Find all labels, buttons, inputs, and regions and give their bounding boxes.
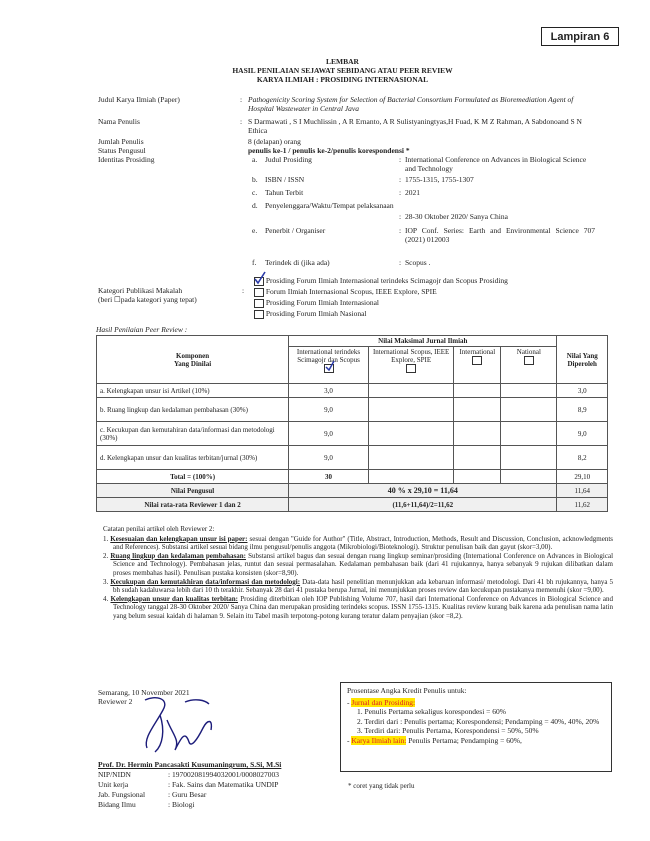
lampiran-label: Lampiran 6 (541, 27, 619, 46)
table-row-total (97, 470, 608, 484)
status-label: Status Pengusul (98, 146, 146, 155)
head-nilai: Nilai Yang Diperoleh (557, 336, 608, 384)
col-scopus (289, 347, 369, 384)
table-row (97, 384, 608, 398)
status-value (248, 146, 410, 155)
checkbox[interactable] (254, 299, 264, 308)
col-international (454, 347, 501, 384)
notes-intro: Catatan penilai artikel oleh Reviewer 2: (103, 525, 215, 533)
item-b-value: 1755-1315, 1755-1307 (405, 175, 474, 184)
score-table (96, 335, 608, 512)
rata-label: Nilai rata-rata Reviewer 1 dan 2 (97, 498, 289, 512)
item-c-key: c. (252, 188, 258, 197)
karya-rest: Penulis Pertama; Pendamping = 60%, (406, 735, 522, 745)
judul-label: Judul Karya Ilmiah (Paper) (98, 95, 180, 104)
jabatan-label: Jab. Fungsional (98, 790, 146, 799)
note-body: sesuai dengan "Guide for Author" (Title, Abstract, Introduction, Methods, Result and Discussion, Conclusion, acknowledgments and References). Substansi artikel sesuai bidang ilmu pengusul/penulis anggota (Mikrobiologi/Bioteknologi). Struktur penulisan baik dan gayut (skor=3,00). (113, 534, 614, 552)
header-line-2: HASIL PENILAIAN SEJAWAT SEBIDANG ATAU PEER REVIEW (232, 66, 453, 75)
col-ieee (368, 347, 454, 384)
table-caption: Hasil Penilaian Peer Review : (96, 325, 188, 334)
identitas-label: Identitas Prosiding (98, 155, 155, 164)
item-d-key: d. (252, 201, 258, 210)
kategori-option-4-label: Prosiding Forum Ilmiah Nasional (265, 309, 367, 318)
table-row (97, 398, 608, 422)
note-item: 3. Kecukupan dan kemutakhiran data/informasi dan metodologi: Data-data hasil penelitian menunjukkan ada kebaruan informasi/ metodologi. Dari 41 bh rujukannya, hanya 5 bh sudah kadaluwarsa lebih dari 10 th terakhir. Sebanyak 28 dari 41 pustaka berupa Jurnal, ini menunjukkan proses review dan kecukupan pustakanya memenuhi (skor =9,00). (103, 577, 614, 595)
item-a-label: Judul Prosiding (265, 155, 312, 164)
header-line-3: KARYA ILMIAH : PROSIDING INTERNASIONAL (256, 75, 429, 84)
jabatan-value: : Guru Besar (168, 790, 207, 799)
kategori-label: Kategori Publikasi Makalah (98, 286, 183, 295)
jumlah-label: Jumlah Penulis (98, 137, 144, 146)
item-b-key: b. (252, 175, 258, 184)
note-body: Substansi artikel bagus dan sesuai dengan ruang lingkup seminar/prosiding (International Conference on Advances in Biological Science and Technology). Pembahasan jelas, runtut dan sesuai permasalahan. Kedalaman pembahasan baik (dari 41 rujukannya, hanya sebanyak 9 rujukan dilibatkan dalam proses membahas hasil). Penulisan pustaka konsisten (skor=8,90). (113, 551, 614, 577)
review-notes (103, 525, 613, 621)
row-score: 9,0 (557, 422, 608, 446)
note-heading: Kecukupan dan kemutakhiran data/informasi dan metodologi: (110, 577, 301, 586)
table-row (97, 422, 608, 446)
checkbox-checked[interactable] (324, 364, 334, 373)
row-max: 9,0 (289, 422, 369, 446)
row-max: 9,0 (289, 446, 369, 470)
row-label: b. Ruang lingkup dan kedalaman pembahasan (30%) (97, 398, 289, 422)
rata-formula: (11,6+11,64)/2=11,62 (289, 498, 557, 512)
bidang-value: : Biologi (168, 800, 195, 809)
item-a-key: a. (252, 155, 258, 164)
karya-label-highlight: Karya Ilmiah lain: (351, 735, 407, 745)
note-item: 1. Kesesuaian dan kelengkapan unsur isi paper: sesuai dengan "Guide for Author" (Title, Abstract, Introduction, Methods, Result and Discussion, Conclusion, acknowledgments and References). Substansi artikel sesuai bidang ilmu pengusul/penulis anggota (Mikrobiologi/Bioteknologi). Struktur penulisan baik dan gayut (skor=3,00). (103, 534, 614, 552)
pengusul-formula: 40 % x 29,10 = 11,64 (289, 484, 557, 498)
col-national-label: National (516, 348, 541, 356)
item-f-value: Scopus . (405, 258, 431, 267)
place-date: Semarang, 10 November 2021 (98, 688, 190, 697)
row-label: d. Kelengkapan unsur dan kualitas terbitan/jurnal (30%) (97, 446, 289, 470)
footnote: * coret yang tidak perlu (348, 782, 415, 790)
kredit-box: Prosentase Angka Kredit Penulis untuk: - Jurnal dan Prosiding: 1. Penulis Pertama sekaligus korespondesi = 60% 2. Terdiri dari : Penulis pertama; Korespondensi; Pendamping = 40%, 40%, 20% 3. Terdiri dari: Penulis Pertama, Korespondensi = 50%, 50% - Karya Ilmiah lain: Penulis Pertama; Pendamping = 60%, (340, 682, 612, 772)
total-label: Total = (100%) (97, 470, 289, 484)
row-label: a. Kelengkapan unsur isi Artikel (10%) (97, 384, 289, 398)
checkbox[interactable] (524, 356, 534, 365)
row-score: 8,2 (557, 446, 608, 470)
col-ieee-label: International Scopus, IEEE Explore, SPIE (372, 348, 450, 364)
item-b-label: ISBN / ISSN (265, 175, 305, 184)
item-c-label: Tahun Terbit (265, 188, 304, 197)
kategori-option-4[interactable] (254, 309, 367, 319)
pengusul-label: Nilai Pengusul (97, 484, 289, 498)
item-e-key: e. (252, 226, 258, 235)
pengusul-value: 11,64 (557, 484, 608, 498)
reviewer-label: Reviewer 2 (98, 697, 133, 706)
kategori-option-1[interactable] (254, 276, 594, 286)
check-icon (324, 360, 336, 372)
col-international-label: International (459, 348, 496, 356)
kredit-line-3: 3. Terdiri dari: Penulis Pertama, Korespondensi = 50%, 50% (357, 726, 539, 735)
status-text: penulis ke-1 / penulis ke-2/penulis korespondensi (248, 146, 404, 155)
jurnal-label-highlight: Jurnal dan Prosiding: (351, 697, 416, 707)
penulis-label: Nama Penulis (98, 117, 140, 126)
item-c-value: 2021 (405, 188, 420, 197)
item-e-label: Penerbit / Organiser (265, 226, 326, 235)
checkbox-checked[interactable] (254, 277, 264, 286)
judul-value: Pathogenicity Scoring System for Selection of Bacterial Consortium Formulated as Bioremediation Agent of Hospital Wastewater in Central Java (248, 95, 574, 113)
bidang-label: Bidang Ilmu (98, 800, 136, 809)
unit-label: Unit kerja (98, 780, 129, 789)
row-score: 8,9 (557, 398, 608, 422)
note-heading: Kelengkapan unsur dan kualitas terbitan: (110, 594, 239, 603)
table-row (97, 446, 608, 470)
nip-label: NIP/NIDN (98, 770, 131, 779)
item-e-value: IOP Conf. Series: Earth and Environmental Science 707 (2021) 012003 (405, 226, 595, 244)
check-icon (253, 271, 267, 285)
item-a-value: International Conference on Advances in Biological Science and Technology (405, 155, 587, 173)
kategori-option-2[interactable] (254, 287, 437, 297)
unit-value: : Fak. Sains dan Matematika UNDIP (168, 780, 279, 789)
item-f-label: Terindek di (jika ada) (265, 258, 330, 267)
note-body: Prosiding diterbitkan oleh IOP Publishing Volume 707, hasil dari International Conference on Advances in Biological Science and Technology tanggal 28-30 Oktober 2020/ Sanya China dan merupakan prosiding terindeks scopus. ISSN 1755-1315. Kualitas review kurang baik karena ada penulisan nama latin yang belum sesuai kaidah di halaman 9. Selain itu Tabel masih terpotong-potong kurang teratur dalam penyajian (skor =8,2). (113, 594, 614, 620)
row-max: 3,0 (289, 384, 369, 398)
penulis-value: S Darmawati , S I Muchlissin , A R Ernanto, A R Sulistyaningtyas,H Fuad, K M Z Rahman, A Sabdonoand S N Ethica (248, 117, 582, 135)
total-max: 30 (289, 470, 369, 484)
table-row-rata (97, 498, 608, 512)
kategori-hint: (beri ☐pada kategori yang tepat) (98, 295, 197, 304)
col-national (501, 347, 557, 384)
nip-value: : 197002081994032001/0008027003 (168, 770, 280, 779)
col-scopus-label: International terindeks Scimagojr dan Scopus (296, 348, 361, 364)
checkbox[interactable] (406, 364, 416, 373)
note-heading: Ruang lingkup dan kedalaman pembahasan: (110, 551, 246, 560)
kategori-option-1-label: Prosiding Forum Ilmiah Internasional terindeks Scimagojr dan Scopus Prosiding (265, 276, 508, 285)
kategori-option-3-label: Prosiding Forum Ilmiah Internasional (265, 298, 379, 307)
reviewer-name: Prof. Dr. Hermin Pancasakti Kusumaningrum, S.Si, M.Si (98, 760, 282, 769)
note-body: Data-data hasil penelitian menunjukkan ada kebaruan informasi/ metodologi. Dari 41 bh rujukannya, hanya 5 bh sudah kadaluwarsa lebih dari 10 th terakhir. Sebanyak 28 dari 41 pustaka berupa Jurnal, ini menunjukkan proses review dan kecukupan pustakanya memenuhi (skor =9,00). (113, 577, 614, 595)
kredit-title: Prosentase Angka Kredit Penulis untuk: (347, 686, 467, 695)
item-f-key: f. (252, 258, 257, 267)
header-line-1: LEMBAR (326, 57, 359, 66)
checkbox[interactable] (472, 356, 482, 365)
head-komponen: Komponen Yang Dinilai (97, 336, 289, 384)
total-score: 29,10 (557, 470, 608, 484)
kredit-line-1: 1. Penulis Pertama sekaligus korespondesi = 60% (357, 707, 507, 716)
jumlah-value: 8 (delapan) orang (248, 137, 301, 146)
row-label: c. Kecukupan dan kemutahiran data/informasi dan metodologi (30%) (97, 422, 289, 446)
kategori-option-3[interactable] (254, 298, 379, 308)
status-star: * (405, 146, 410, 155)
kategori-option-2-label: Forum Ilmiah Internasional Scopus, IEEE Explore, SPIE (265, 287, 437, 296)
rata-value: 11,62 (557, 498, 608, 512)
kredit-line-2: 2. Terdiri dari : Penulis pertama; Korespondensi; Pendamping = 40%, 40%, 20% (357, 716, 600, 726)
note-heading: Kesesuaian dan kelengkapan unsur isi paper: (110, 534, 248, 543)
checkbox[interactable] (254, 288, 264, 297)
handwritten-signature (125, 690, 235, 760)
row-max: 9,0 (289, 398, 369, 422)
note-item: 4. Kelengkapan unsur dan kualitas terbitan: Prosiding diterbitkan oleh IOP Publishing Volume 707, hasil dari International Conference on Advances in Biological Science and Technology tanggal 28-30 Oktober 2020/ Sanya China dan merupakan prosiding terindeks scopus. ISSN 1755-1315. Kualitas review kurang baik karena ada penulisan nama latin yang belum sesuai kaidah di halaman 9. Selain itu Tabel masih terpotong-potong kurang teratur dalam penyajian (skor =8,2). (103, 594, 614, 620)
head-max: Nilai Maksimal Jurnal Ilmiah (289, 336, 557, 347)
row-score: 3,0 (557, 384, 608, 398)
note-item: 2. Ruang lingkup dan kedalaman pembahasan: Substansi artikel bagus dan sesuai dengan ruang lingkup seminar/prosiding (International Conference on Advances in Biological Science and Technology). Pembahasan jelas, runtut dan sesuai permasalahan. Kedalaman pembahasan baik (dari 41 rujukannya, hanya sebanyak 9 rujukan dilibatkan dalam proses membahas hasil). Penulisan pustaka konsisten (skor=8,90). (103, 551, 614, 577)
checkbox[interactable] (254, 310, 264, 319)
item-d-label: Penyelenggara/Waktu/Tempat pelaksanaan (265, 201, 394, 210)
table-row-pengusul (97, 484, 608, 498)
item-d-value: 28-30 Oktober 2020/ Sanya China (405, 212, 508, 221)
